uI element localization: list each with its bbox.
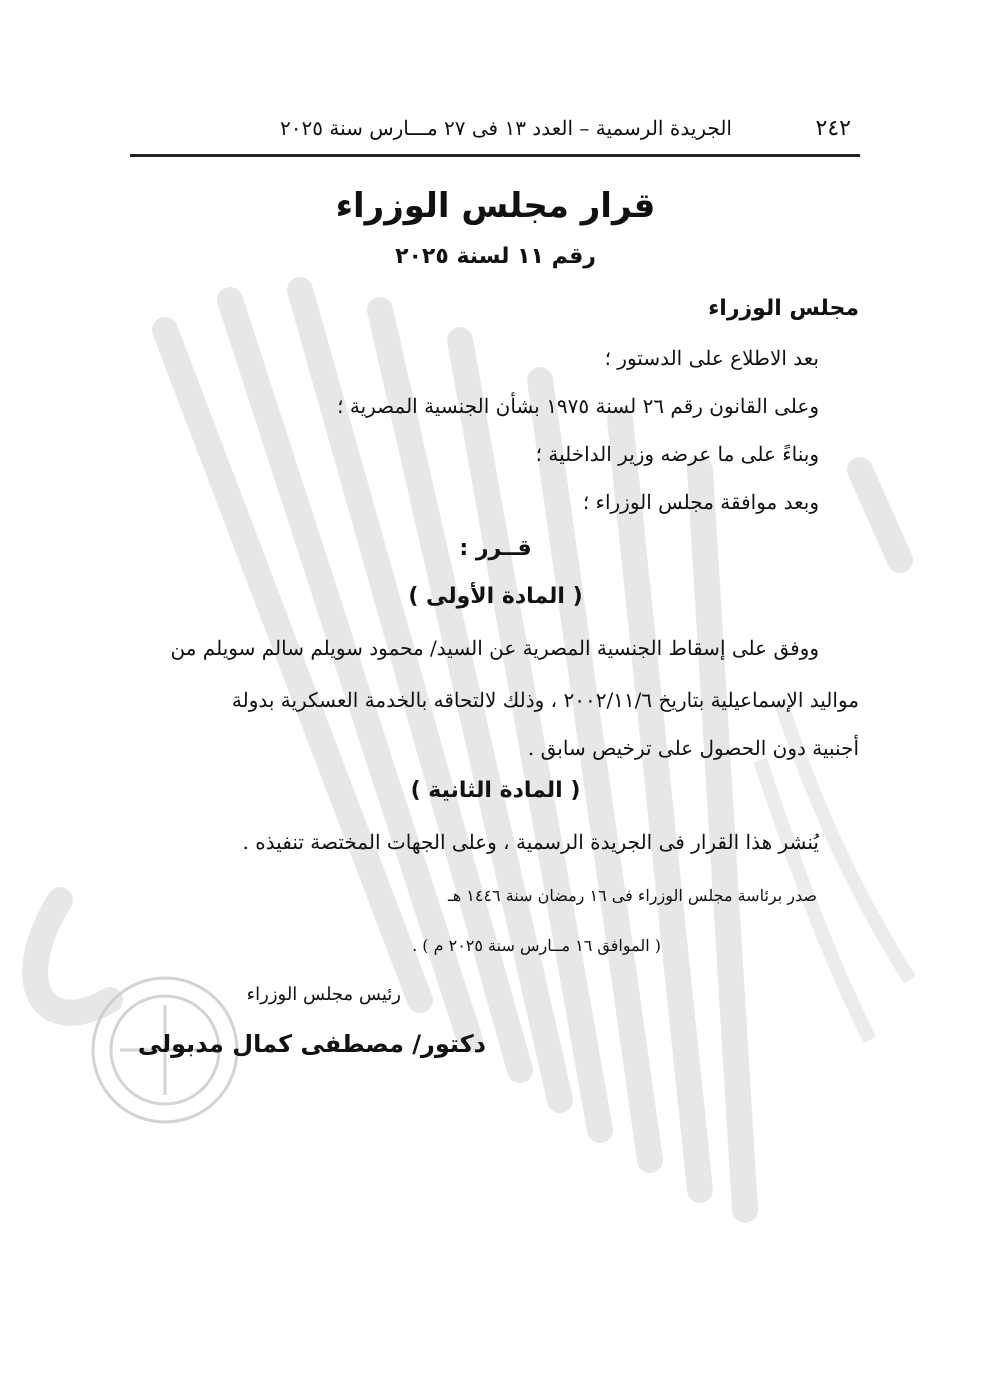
preamble-line: بعد الاطلاع على الدستور ؛ <box>604 346 819 370</box>
decree-title: قرار مجلس الوزراء <box>335 186 656 226</box>
signatory-name: دكتور/ مصطفى كمال مدبولى <box>137 1030 486 1058</box>
corresponding-date: ( الموافق ١٦ مــارس سنة ٢٠٢٥ م ) . <box>412 936 661 955</box>
decree-number: رقم ١١ لسنة ٢٠٢٥ <box>395 244 596 269</box>
article-1-line: ووفق على إسقاط الجنسية المصرية عن السيد/ محمود سويلم سالم سويلم من <box>170 636 819 660</box>
preamble-line: وبناءً على ما عرضه وزير الداخلية ؛ <box>535 442 819 466</box>
council-heading: مجلس الوزراء <box>708 296 859 321</box>
gazette-header-title: الجريدة الرسمية – العدد ١٣ فى ٢٧ مـــارس سنة ٢٠٢٥ <box>280 116 732 140</box>
article-1-line: أجنبية دون الحصول على ترخيص سابق . <box>527 736 859 760</box>
header-divider <box>130 154 860 157</box>
article-2-heading: ( المادة الثانية ) <box>410 778 581 803</box>
article-1-heading: ( المادة الأولى ) <box>408 584 583 609</box>
article-1-line: مواليد الإسماعيلية بتاريخ ٢٠٠٢/١١/٦ ، وذلك لالتحاقه بالخدمة العسكرية بدولة <box>231 688 859 712</box>
preamble-line: وبعد موافقة مجلس الوزراء ؛ <box>582 490 819 514</box>
article-2-text: يُنشر هذا القرار فى الجريدة الرسمية ، وعلى الجهات المختصة تنفيذه . <box>242 830 819 854</box>
signatory-role: رئيس مجلس الوزراء <box>246 984 401 1005</box>
preamble-line: وعلى القانون رقم ٢٦ لسنة ١٩٧٥ بشأن الجنسية المصرية ؛ <box>337 394 819 418</box>
decided-heading: قــرر : <box>459 536 532 561</box>
issued-date: صدر برئاسة مجلس الوزراء فى ١٦ رمضان سنة ١٤٤٦ هـ <box>448 886 817 905</box>
page-number: ٢٤٢ <box>815 116 851 141</box>
